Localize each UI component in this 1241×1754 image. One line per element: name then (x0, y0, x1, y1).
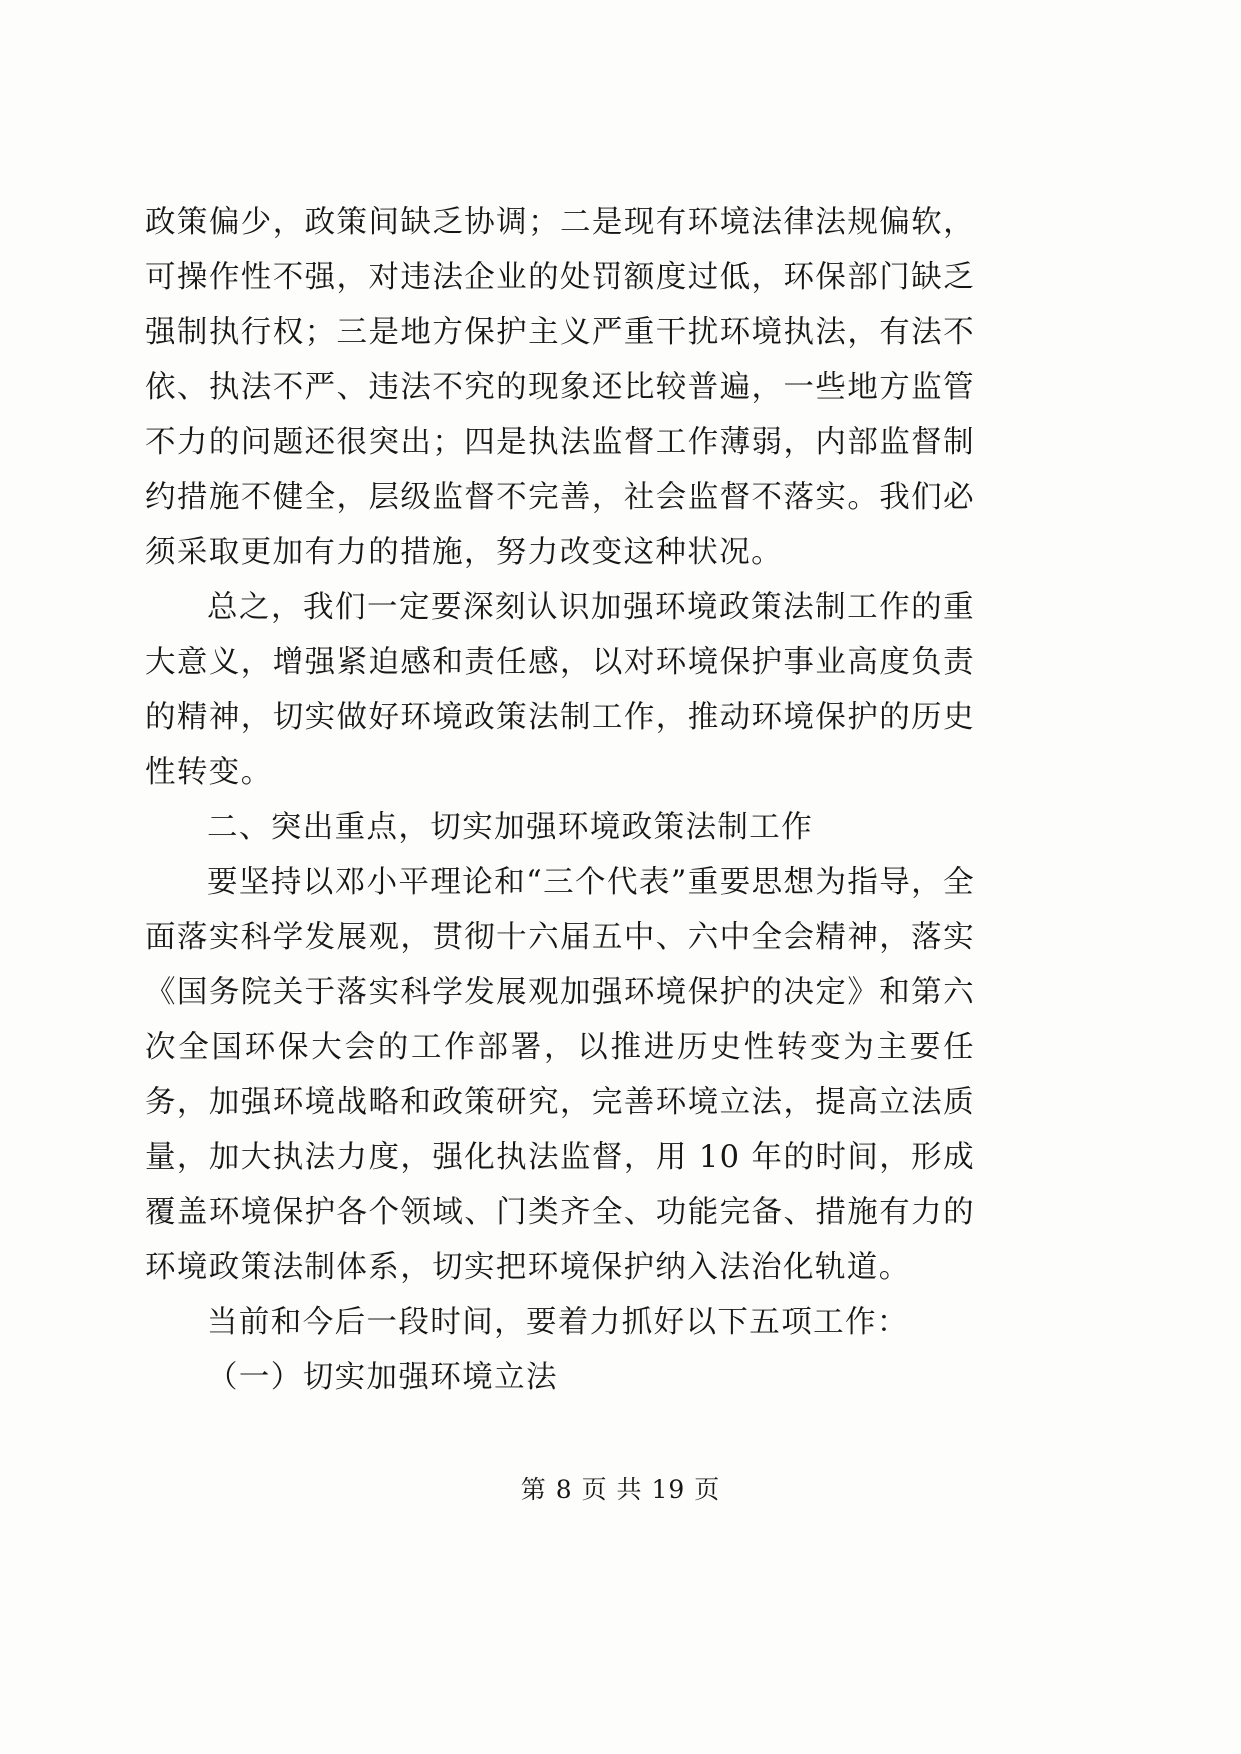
paragraph: 要坚持以邓小平理论和“三个代表”重要思想为指导，全面落实科学发展观，贯彻十六届五中、六中全会精神，落实《国务院关于落实科学发展观加强环境保护的决定》和第六次全国环保大会的工作部署，以推进历史性转变为主要任务，加强环境战略和政策研究，完善环境立法，提高立法质量，加大执法力度，强化执法监督，用 10 年的时间，形成覆盖环境保护各个领域、门类齐全、功能完备、措施有力的环境政策法制体系，切实把环境保护纳入法治化轨道。 (145, 865, 975, 1285)
page-footer: 第 8 页 共 19 页 (520, 1475, 721, 1504)
paragraph: 当前和今后一段时间，要着力抓好以下五项工作： (207, 1305, 909, 1340)
section-heading: 二、突出重点，切实加强环境政策法制工作 (207, 810, 814, 845)
paragraph: 政策偏少，政策间缺乏协调；二是现有环境法律法规偏软，可操作性不强，对违法企业的处罚额度过低，环保部门缺乏强制执行权；三是地方保护主义严重干扰环境执法，有法不依、执法不严、违法不究的现象还比较普遍，一些地方监管不力的问题还很突出；四是执法监督工作薄弱，内部监督制约措施不健全，层级监督不完善，社会监督不落实。我们必须采取更加有力的措施，努力改变这种状况。 (145, 205, 975, 570)
paragraph: 总之，我们一定要深刻认识加强环境政策法制工作的重大意义，增强紧迫感和责任感，以对环境保护事业高度负责的精神，切实做好环境政策法制工作，推动环境保护的历史性转变。 (145, 590, 975, 790)
page-body (145, 195, 975, 1405)
subsection-heading: （一）切实加强环境立法 (207, 1360, 558, 1395)
